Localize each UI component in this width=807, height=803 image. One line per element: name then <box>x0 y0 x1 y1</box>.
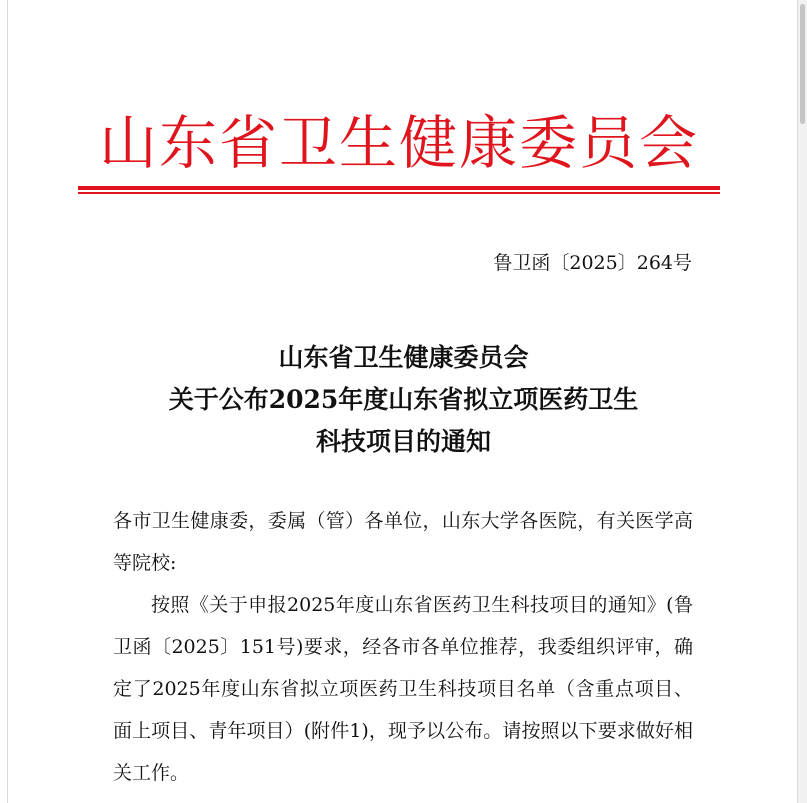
letterhead-red-rule-thin <box>78 192 720 194</box>
title-line-1: 山东省卫生健康委员会 <box>278 343 529 372</box>
document-body <box>113 500 693 794</box>
title-line-3: 科技项目的通知 <box>315 427 491 456</box>
page-border-left <box>7 0 8 803</box>
document-title <box>100 337 707 463</box>
scrollbar-thumb[interactable] <box>800 4 805 124</box>
salutation: 各市卫生健康委，委属（管）各单位，山东大学各医院，有关医学高等院校: <box>113 510 693 574</box>
title-line-2: 关于公布2025年度山东省拟立项医药卫生 <box>168 385 639 414</box>
document-number: 鲁卫函〔2025〕264号 <box>493 252 692 274</box>
letterhead-organization-name: 山东省卫生健康委员会 <box>98 109 699 177</box>
letterhead-red-rule-thick <box>78 186 720 190</box>
body-paragraph-1: 按照《关于申报2025年度山东省医药卫生科技项目的通知》(鲁卫函〔2025〕151号)要求，经各市各单位推荐，我委组织评审，确定了2025年度山东省拟立项医药卫生科技项目名单（含重点项目、面上项目、青年项目）(附件1)，现予以公布。请按照以下要求做好相关工作。 <box>113 594 693 784</box>
